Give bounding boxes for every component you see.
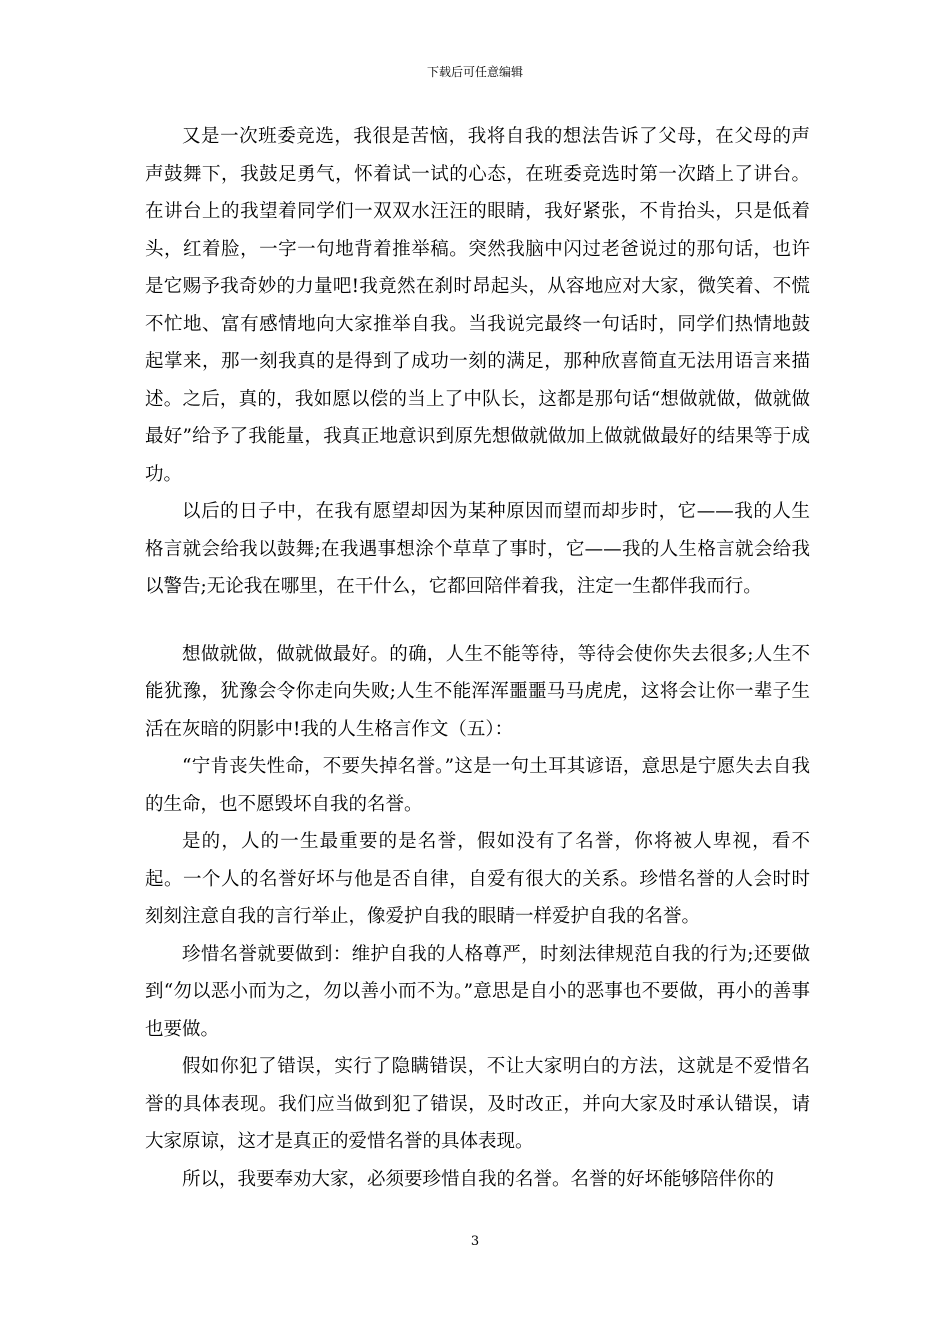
paragraph-2: 以后的日子中，在我有愿望却因为某种原因而望而却步时，它——我的人生格言就会给我以鼓舞;在我遇事想涂个草草了事时，它——我的人生格言就会给我以警告;无论我在哪里，在干什么，它都回陪伴着我，注定一生都伴我而行。 [145, 501, 810, 597]
page-number: 3 [470, 1234, 480, 1249]
paragraph-7: 假如你犯了错误，实行了隐瞒错误，不让大家明白的方法，这就是不爱惜名誉的具体表现。我们应当做到犯了错误，及时改正，并向大家及时承认错误，请大家原谅，这才是真正的爱惜名誉的具体表现。 [145, 1056, 810, 1152]
page-header: 下载后可任意编辑 [426, 65, 523, 79]
paragraph-6: 珍惜名誉就要做到：维护自我的人格尊严，时刻法律规范自我的行为;还要做到“勿以恶小而为之，勿以善小而不为。”意思是自小的恶事也不要做，再小的善事也要做。 [145, 943, 810, 1040]
document-body [145, 118, 810, 1198]
paragraph-5: 是的，人的一生最重要的是名誉，假如没有了名誉，你将被人卑视，看不起。一个人的名誉好坏与他是否自律，自爱有很大的关系。珍惜名誉的人会时时刻刻注意自我的言行举止，像爱护自我的眼睛一样爱护自我的名誉。 [145, 831, 810, 927]
paragraph-8: 所以，我要奉劝大家，必须要珍惜自我的名誉。名誉的好坏能够陪伴你的 [182, 1168, 775, 1190]
paragraph-3: 想做就做，做就做最好。的确，人生不能等待，等待会使你失去很多;人生不能犹豫，犹豫会令你走向失败;人生不能浑浑噩噩马马虎虎，这将会让你一辈子生活在灰暗的阴影中!我的人生格言作文（五）： [145, 643, 810, 740]
paragraph-1: 又是一次班委竞选，我很是苦恼，我将自我的想法告诉了父母，在父母的声声鼓舞下，我鼓足勇气，怀着试一试的心态，在班委竞选时第一次踏上了讲台。在讲台上的我望着同学们一双双水汪汪的眼睛，我好紧张，不肯抬头，只是低着头，红着脸，一字一句地背着推举稿。突然我脑中闪过老爸说过的那句话，也许是它赐予我奇妙的力量吧!我竟然在刹时昂起头，从容地应对大家，微笑着、不慌不忙地、富有感情地向大家推举自我。当我说完最终一句话时，同学们热情地鼓起掌来，那一刻我真的是得到了成功一刻的满足，那种欣喜简直无法用语言来描述。之后，真的，我如愿以偿的当上了中队长，这都是那句话“想做就做，做就做最好”给予了我能量，我真正地意识到原先想做就做加上做就做最好的结果等于成功。 [145, 126, 810, 485]
paragraph-4: “宁肯丧失性命，不要失掉名誉。”这是一句土耳其谚语，意思是宁愿失去自我的生命，也不愿毁坏自我的名誉。 [145, 756, 810, 815]
